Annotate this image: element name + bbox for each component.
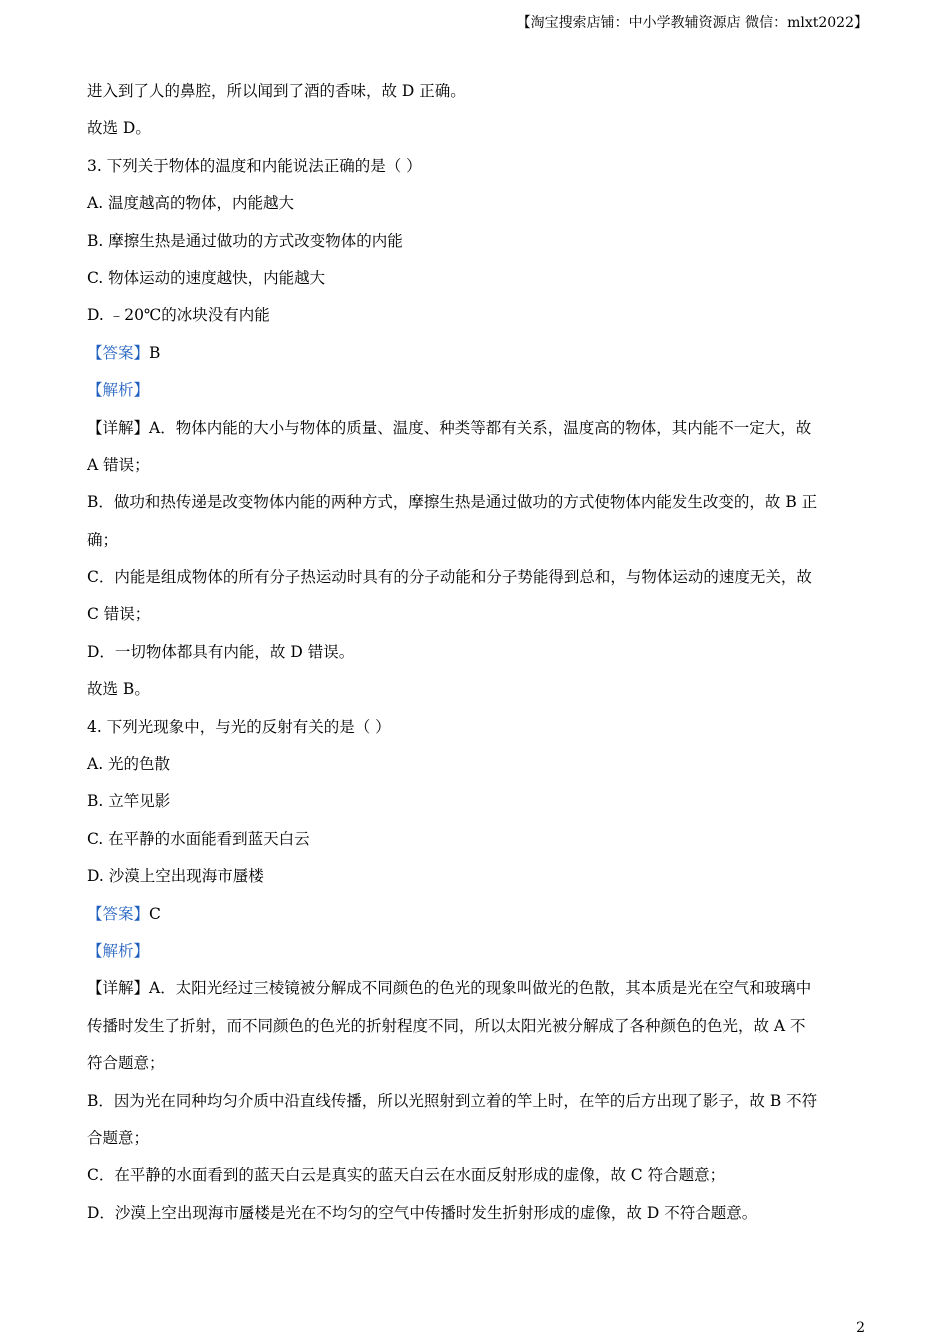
line-text: B．因为光在同种均匀介质中沿直线传播，所以光照射到立着的竿上时，在竿的后方出现了影子，故 B 不符 — [87, 1091, 818, 1110]
page-number: 2 — [856, 1320, 865, 1336]
text-line — [87, 1048, 867, 1085]
line-text: 【详解】A．太阳光经过三棱镜被分解成不同颜色的色光的现象叫做光的色散，其本质是光在空气和玻璃中 — [87, 979, 812, 998]
line-text: C．内能是组成物体的所有分子热运动时具有的分子动能和分子势能得到总和，与物体运动的速度无关，故 — [87, 568, 812, 587]
text-line — [87, 936, 867, 973]
text-line — [87, 674, 867, 711]
line-text: B．做功和热传递是改变物体内能的两种方式，摩擦生热是通过做功的方式使物体内能发生改变的，故 B 正 — [87, 493, 818, 512]
line-text: A. 温度越高的物体，内能越大 — [87, 194, 295, 213]
line-text: 确； — [87, 530, 119, 549]
line-text: C 错误； — [87, 605, 151, 624]
text-line — [87, 973, 867, 1010]
document-body — [87, 76, 867, 1235]
line-text: A. 光的色散 — [87, 755, 171, 774]
line-text: C. 在平静的水面能看到蓝天白云 — [87, 829, 310, 848]
line-text: 4. 下列光现象中，与光的反射有关的是（ ） — [87, 717, 391, 736]
text-line — [87, 450, 867, 487]
line-text: 符合题意； — [87, 1054, 165, 1073]
text-line — [87, 786, 867, 823]
section-tag: 【解析】 — [87, 381, 150, 400]
text-line — [87, 637, 867, 674]
line-text: B. 摩擦生热是通过做功的方式改变物体的内能 — [87, 231, 403, 250]
text-line — [87, 1198, 867, 1235]
text-line — [87, 749, 867, 786]
text-line — [87, 226, 867, 263]
line-text: 【详解】A．物体内能的大小与物体的质量、温度、种类等都有关系，温度高的物体，其内能不一定大，故 — [87, 418, 812, 437]
text-line — [87, 113, 867, 150]
line-text: C — [149, 904, 161, 923]
line-text: D．沙漠上空出现海市蜃楼是光在不均匀的空气中传播时发生折射形成的虚像，故 D 不符合题意。 — [87, 1203, 758, 1222]
text-line — [87, 824, 867, 861]
text-line — [87, 599, 867, 636]
text-line — [87, 151, 867, 188]
line-text: D. 沙漠上空出现海市蜃楼 — [87, 867, 264, 886]
page-header: 【淘宝搜索店铺：中小学教辅资源店 微信：mlxt2022】 — [516, 15, 868, 31]
text-line — [87, 76, 867, 113]
text-line — [87, 1123, 867, 1160]
text-line — [87, 338, 867, 375]
line-text: B. 立竿见影 — [87, 792, 171, 811]
text-line — [87, 300, 867, 337]
text-line — [87, 1086, 867, 1123]
text-line — [87, 1011, 867, 1048]
line-text: C. 物体运动的速度越快，内能越大 — [87, 268, 326, 287]
text-line — [87, 375, 867, 412]
text-line — [87, 487, 867, 524]
line-text: 传播时发生了折射，而不同颜色的色光的折射程度不同，所以太阳光被分解成了各种颜色的色光，故 A 不 — [87, 1016, 806, 1035]
line-text: 进入到了人的鼻腔，所以闻到了酒的香味，故 D 正确。 — [87, 82, 466, 100]
text-line — [87, 1160, 867, 1197]
text-line — [87, 413, 867, 450]
text-line — [87, 188, 867, 225]
section-tag: 【解析】 — [87, 941, 150, 960]
text-line — [87, 861, 867, 898]
section-tag: 【答案】 — [87, 904, 150, 923]
text-line — [87, 562, 867, 599]
line-text: 故选 B。 — [87, 680, 150, 699]
line-text: A 错误； — [87, 455, 150, 474]
text-line — [87, 525, 867, 562]
section-tag: 【答案】 — [87, 343, 150, 362]
line-text: B — [149, 343, 161, 362]
line-text: 3. 下列关于物体的温度和内能说法正确的是（ ） — [87, 156, 422, 175]
line-text: 故选 D。 — [87, 119, 151, 138]
line-text: C．在平静的水面看到的蓝天白云是真实的蓝天白云在水面反射形成的虚像，故 C 符合题意； — [87, 1166, 726, 1185]
text-line — [87, 712, 867, 749]
line-text: D. ﹣20℃的冰块没有内能 — [87, 306, 270, 325]
line-text: D．一切物体都具有内能，故 D 错误。 — [87, 642, 355, 661]
text-line — [87, 899, 867, 936]
text-line — [87, 263, 867, 300]
line-text: 合题意； — [87, 1128, 150, 1147]
